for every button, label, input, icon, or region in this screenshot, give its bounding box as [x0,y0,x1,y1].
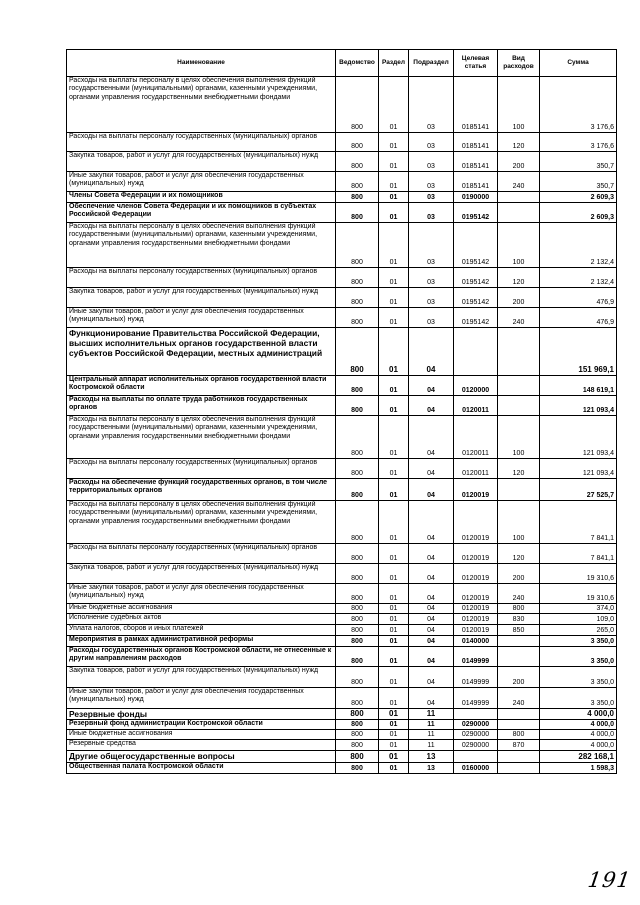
row-section: 01 [379,751,409,763]
row-expense-type: 200 [498,667,540,688]
row-department: 800 [336,709,379,720]
table-row [67,396,617,416]
row-expense-type: 800 [498,604,540,614]
row-amount: 4 000,0 [540,730,617,740]
row-department: 800 [336,376,379,396]
row-target-item: 0195142 [454,203,498,223]
table-row [67,223,617,268]
row-subsection: 04 [409,376,454,396]
row-amount: 374,0 [540,604,617,614]
row-name: Иные закупки товаров, работ и услуг для обеспечения государственных (муниципальных) нужд [67,584,336,604]
row-department: 800 [336,584,379,604]
row-subsection: 11 [409,709,454,720]
row-target-item: 0195142 [454,223,498,268]
row-section: 01 [379,459,409,479]
row-target-item: 0185141 [454,133,498,152]
row-name: Расходы на выплаты персоналу государственных (муниципальных) органов [67,133,336,152]
row-department: 800 [336,328,379,376]
row-expense-type: 100 [498,223,540,268]
row-section: 01 [379,614,409,625]
row-target-item: 0190000 [454,192,498,203]
row-target-item: 0120019 [454,564,498,584]
row-department: 800 [336,77,379,133]
row-section: 01 [379,688,409,709]
row-expense-type [498,376,540,396]
table-row [67,604,617,614]
row-target-item [454,751,498,763]
row-amount: 148 619,1 [540,376,617,396]
row-subsection: 04 [409,501,454,544]
row-expense-type: 100 [498,416,540,459]
row-amount: 2 132,4 [540,223,617,268]
row-amount: 27 525,7 [540,479,617,501]
table-row [67,751,617,763]
row-section: 01 [379,667,409,688]
row-section: 01 [379,308,409,328]
row-expense-type: 120 [498,133,540,152]
row-subsection: 03 [409,223,454,268]
row-expense-type [498,720,540,730]
row-expense-type: 200 [498,288,540,308]
row-amount: 282 168,1 [540,751,617,763]
row-subsection: 13 [409,751,454,763]
header-amount: Сумма [540,50,617,77]
row-name: Закупка товаров, работ и услуг для государственных (муниципальных) нужд [67,667,336,688]
budget-table [66,49,617,774]
row-expense-type: 240 [498,584,540,604]
row-subsection: 11 [409,740,454,751]
page-number: 191 [586,868,633,892]
row-target-item: 0140000 [454,636,498,647]
row-target-item: 0160000 [454,763,498,774]
row-amount: 7 841,1 [540,501,617,544]
row-expense-type [498,479,540,501]
table-row [67,416,617,459]
row-section: 01 [379,479,409,501]
row-amount: 476,9 [540,288,617,308]
row-expense-type [498,709,540,720]
row-department: 800 [336,308,379,328]
row-name: Расходы на выплаты персоналу в целях обеспечения выполнения функций государственными (муниципальными) органами, казенными учреждениями, органами управления государственными внебюджетными фондами [67,77,336,133]
row-department: 800 [336,564,379,584]
row-expense-type: 240 [498,688,540,709]
row-amount: 3 350,0 [540,647,617,667]
row-subsection: 04 [409,328,454,376]
header-department: Ведомство [336,50,379,77]
row-department: 800 [336,544,379,564]
table-row [67,647,617,667]
row-target-item: 0195142 [454,308,498,328]
row-target-item: 0120019 [454,584,498,604]
row-expense-type: 870 [498,740,540,751]
row-name: Мероприятия в рамках административной реформы [67,636,336,647]
row-name: Иные бюджетные ассигнования [67,604,336,614]
row-expense-type [498,636,540,647]
row-target-item: 0185141 [454,172,498,192]
row-section: 01 [379,636,409,647]
row-section: 01 [379,152,409,172]
row-amount: 19 310,6 [540,584,617,604]
row-department: 800 [336,720,379,730]
row-name: Центральный аппарат исполнительных органов государственной власти Костромской области [67,376,336,396]
row-amount: 121 093,4 [540,396,617,416]
row-name: Расходы на обеспечение функций государственных органов, в том числе территориальных органов [67,479,336,501]
row-target-item: 0120019 [454,625,498,636]
table-row [67,544,617,564]
row-section: 01 [379,133,409,152]
row-amount: 1 598,3 [540,763,617,774]
row-amount: 2 609,3 [540,192,617,203]
row-amount: 121 093,4 [540,459,617,479]
row-subsection: 11 [409,720,454,730]
table-row [67,459,617,479]
table-row [67,763,617,774]
row-subsection: 04 [409,636,454,647]
row-target-item: 0149999 [454,647,498,667]
row-expense-type [498,751,540,763]
header-section: Раздел [379,50,409,77]
row-amount: 121 093,4 [540,416,617,459]
row-department: 800 [336,763,379,774]
row-subsection: 04 [409,544,454,564]
table-row [67,709,617,720]
row-section: 01 [379,763,409,774]
row-subsection: 03 [409,288,454,308]
row-department: 800 [336,614,379,625]
row-amount: 3 350,0 [540,636,617,647]
row-expense-type [498,203,540,223]
row-amount: 265,0 [540,625,617,636]
row-amount: 151 969,1 [540,328,617,376]
row-target-item: 0120019 [454,544,498,564]
row-subsection: 03 [409,308,454,328]
row-amount: 3 350,0 [540,667,617,688]
row-name: Расходы на выплаты персоналу государственных (муниципальных) органов [67,544,336,564]
row-section: 01 [379,172,409,192]
row-subsection: 04 [409,614,454,625]
row-expense-type: 830 [498,614,540,625]
row-name: Расходы на выплаты персоналу в целях обеспечения выполнения функций государственными (муниципальными) органами, казенными учреждениями, органами управления государственными внебюджетными фондами [67,501,336,544]
row-name: Расходы на выплаты персоналу в целях обеспечения выполнения функций государственными (муниципальными) органами, казенными учреждениями, органами управления государственными внебюджетными фондами [67,223,336,268]
row-expense-type: 240 [498,308,540,328]
row-section: 01 [379,730,409,740]
table-row [67,328,617,376]
row-amount: 109,0 [540,614,617,625]
row-department: 800 [336,647,379,667]
table-row [67,688,617,709]
row-subsection: 04 [409,396,454,416]
row-subsection: 04 [409,564,454,584]
row-section: 01 [379,625,409,636]
header-target-item: Целевая статья [454,50,498,77]
row-subsection: 04 [409,667,454,688]
row-department: 800 [336,203,379,223]
row-subsection: 04 [409,584,454,604]
row-amount: 7 841,1 [540,544,617,564]
row-target-item [454,709,498,720]
row-amount: 19 310,6 [540,564,617,584]
row-department: 800 [336,667,379,688]
row-department: 800 [336,501,379,544]
row-subsection: 03 [409,268,454,288]
row-name: Расходы государственных органов Костромской области, не отнесенные к другим направлениям расходов [67,647,336,667]
row-name: Другие общегосударственные вопросы [67,751,336,763]
row-name: Резервные фонды [67,709,336,720]
row-name: Закупка товаров, работ и услуг для государственных (муниципальных) нужд [67,152,336,172]
row-amount: 3 350,0 [540,688,617,709]
row-subsection: 04 [409,416,454,459]
row-section: 01 [379,720,409,730]
row-amount: 2 609,3 [540,203,617,223]
row-expense-type: 120 [498,268,540,288]
row-expense-type [498,647,540,667]
row-amount: 4 000,0 [540,720,617,730]
table-row [67,625,617,636]
row-name: Члены Совета Федерации и их помощников [67,192,336,203]
row-target-item: 0290000 [454,720,498,730]
row-name: Уплата налогов, сборов и иных платежей [67,625,336,636]
row-amount: 3 176,6 [540,77,617,133]
row-section: 01 [379,77,409,133]
row-name: Функционирование Правительства Российской Федерации, высших исполнительных органов государственной власти субъектов Российской Федерации, местных администраций [67,328,336,376]
row-target-item: 0120011 [454,416,498,459]
table-row [67,614,617,625]
row-expense-type: 100 [498,501,540,544]
row-department: 800 [336,416,379,459]
row-name: Иные закупки товаров, работ и услуг для обеспечения государственных (муниципальных) нужд [67,688,336,709]
row-target-item: 0120019 [454,501,498,544]
row-target-item: 0290000 [454,740,498,751]
header-expense-type: Вид расходов [498,50,540,77]
row-name: Иные бюджетные ассигнования [67,730,336,740]
row-name: Расходы на выплаты персоналу государственных (муниципальных) органов [67,459,336,479]
row-name: Закупка товаров, работ и услуг для государственных (муниципальных) нужд [67,564,336,584]
row-expense-type: 200 [498,152,540,172]
row-expense-type: 100 [498,77,540,133]
row-expense-type [498,763,540,774]
table-row [67,667,617,688]
table-row [67,479,617,501]
table-row [67,730,617,740]
row-name: Расходы на выплаты персоналу государственных (муниципальных) органов [67,268,336,288]
row-department: 800 [336,636,379,647]
row-expense-type: 120 [498,544,540,564]
row-target-item: 0290000 [454,730,498,740]
table-row [67,288,617,308]
row-department: 800 [336,396,379,416]
row-subsection: 03 [409,133,454,152]
row-target-item: 0195142 [454,288,498,308]
row-expense-type: 850 [498,625,540,636]
row-target-item: 0149999 [454,688,498,709]
table-row [67,172,617,192]
row-department: 800 [336,172,379,192]
row-subsection: 11 [409,730,454,740]
row-amount: 2 132,4 [540,268,617,288]
header-name: Наименование [67,50,336,77]
row-name: Закупка товаров, работ и услуг для государственных (муниципальных) нужд [67,288,336,308]
row-department: 800 [336,604,379,614]
table-row [67,720,617,730]
row-department: 800 [336,730,379,740]
row-target-item: 0120000 [454,376,498,396]
table-header-row [67,50,617,77]
row-subsection: 04 [409,604,454,614]
row-section: 01 [379,740,409,751]
row-amount: 3 176,6 [540,133,617,152]
row-subsection: 03 [409,203,454,223]
row-department: 800 [336,223,379,268]
row-section: 01 [379,564,409,584]
table-row [67,77,617,133]
row-name: Расходы на выплаты персоналу в целях обеспечения выполнения функций государственными (муниципальными) органами, казенными учреждениями, органами управления государственными внебюджетными фондами [67,416,336,459]
header-subsection: Подраздел [409,50,454,77]
row-expense-type: 120 [498,459,540,479]
row-section: 01 [379,544,409,564]
row-subsection: 04 [409,647,454,667]
row-amount: 476,9 [540,308,617,328]
row-expense-type: 200 [498,564,540,584]
row-subsection: 04 [409,459,454,479]
row-expense-type: 240 [498,172,540,192]
row-name: Расходы на выплаты по оплате труда работников государственных органов [67,396,336,416]
row-department: 800 [336,133,379,152]
row-subsection: 03 [409,152,454,172]
row-section: 01 [379,709,409,720]
row-target-item: 0120011 [454,459,498,479]
table-row [67,308,617,328]
row-target-item: 0185141 [454,152,498,172]
row-target-item [454,328,498,376]
row-department: 800 [336,288,379,308]
row-expense-type: 800 [498,730,540,740]
row-section: 01 [379,192,409,203]
row-name: Исполнение судебных актов [67,614,336,625]
row-subsection: 03 [409,172,454,192]
row-department: 800 [336,751,379,763]
row-department: 800 [336,152,379,172]
table-row [67,584,617,604]
table-row [67,133,617,152]
row-department: 800 [336,192,379,203]
table-row [67,636,617,647]
row-amount: 4 000,0 [540,740,617,751]
row-name: Резервный фонд администрации Костромской области [67,720,336,730]
row-target-item: 0120011 [454,396,498,416]
row-subsection: 04 [409,688,454,709]
row-section: 01 [379,288,409,308]
row-section: 01 [379,396,409,416]
row-amount: 4 000,0 [540,709,617,720]
row-section: 01 [379,501,409,544]
row-target-item: 0120019 [454,604,498,614]
row-target-item: 0120019 [454,614,498,625]
row-section: 01 [379,584,409,604]
row-department: 800 [336,688,379,709]
row-section: 01 [379,268,409,288]
table-row [67,376,617,396]
row-subsection: 13 [409,763,454,774]
table-body [67,77,617,774]
row-section: 01 [379,376,409,396]
row-section: 01 [379,223,409,268]
row-name: Иные закупки товаров, работ и услуг для обеспечения государственных (муниципальных) нужд [67,308,336,328]
row-expense-type [498,396,540,416]
table-row [67,740,617,751]
table-row [67,268,617,288]
row-section: 01 [379,416,409,459]
row-name: Общественная палата Костромской области [67,763,336,774]
row-department: 800 [336,459,379,479]
row-department: 800 [336,268,379,288]
table-row [67,152,617,172]
row-subsection: 04 [409,625,454,636]
row-subsection: 03 [409,77,454,133]
row-target-item: 0195142 [454,268,498,288]
row-department: 800 [336,479,379,501]
row-subsection: 03 [409,192,454,203]
row-department: 800 [336,740,379,751]
row-department: 800 [336,625,379,636]
row-section: 01 [379,647,409,667]
table-row [67,203,617,223]
row-section: 01 [379,604,409,614]
row-expense-type [498,328,540,376]
row-subsection: 04 [409,479,454,501]
table-row [67,192,617,203]
row-expense-type [498,192,540,203]
row-name: Резервные средства [67,740,336,751]
row-name: Иные закупки товаров, работ и услуг для обеспечения государственных (муниципальных) нужд [67,172,336,192]
row-amount: 350,7 [540,152,617,172]
row-amount: 350,7 [540,172,617,192]
row-target-item: 0120019 [454,479,498,501]
table-row [67,564,617,584]
row-name: Обеспечение членов Совета Федерации и их помощников в субъектах Российской Федерации [67,203,336,223]
table-row [67,501,617,544]
row-section: 01 [379,328,409,376]
row-target-item: 0149999 [454,667,498,688]
row-section: 01 [379,203,409,223]
row-target-item: 0185141 [454,77,498,133]
